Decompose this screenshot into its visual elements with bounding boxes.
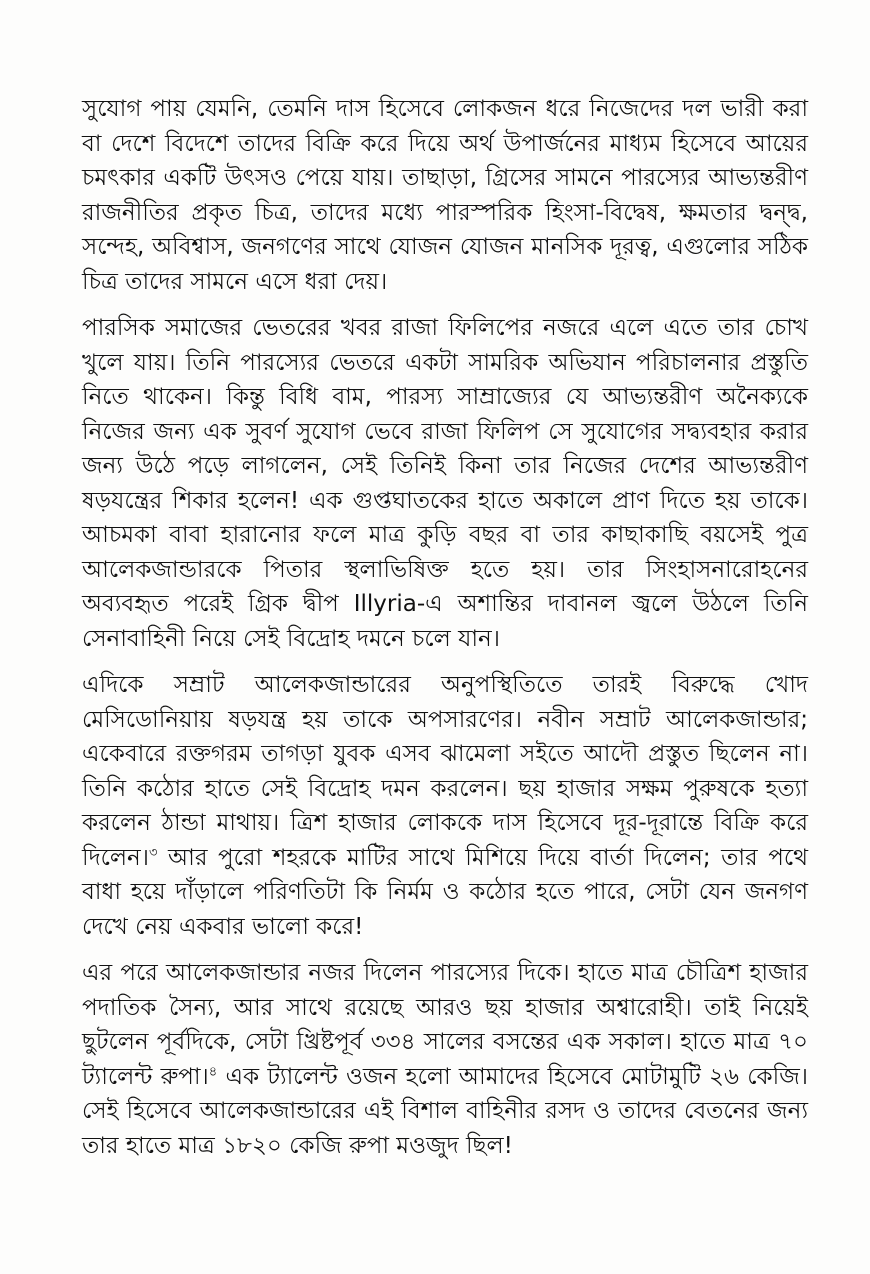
footnote-ref-3: ৩ xyxy=(149,844,158,860)
page-body-text xyxy=(82,92,808,1175)
paragraph-3-text-b: আর পুরো শহরকে মাটির সাথে মিশিয়ে দিয়ে বার্তা দিলেন; তার পথে বাধা হয়ে দাঁড়ালে পরিণতিটা কি নির্মম ও কঠোর হতে পারে, সেটা যেন জনগণ দেখে নেয় একবার ভালো করে! xyxy=(82,844,808,940)
paragraph-1 xyxy=(82,92,808,299)
paragraph-2-text: পারসিক সমাজের ভেতরের খবর রাজা ফিলিপের নজরে এলে এতে তার চোখ খুলে যায়। তিনি পারস্যের ভেতরে একটা সামরিক অভিযান পরিচালনার প্রস্তুতি নিতে থাকেন। কিন্তু বিধি বাম, পারস্য সাম্রাজ্যের যে আভ্যন্তরীণ অনৈক্যকে নিজের জন্য এক সুবর্ণ সুযোগ ভেবে রাজা ফিলিপ সে সুযোগের সদ্ব্যবহার করার জন্য উঠে পড়ে লাগলেন, সেই তিনিই কিনা তার নিজের দেশের আভ্যন্তরীণ ষড়যন্ত্রের শিকার হলেন! এক গুপ্তঘাতকের হাতে অকালে প্রাণ দিতে হয় তাকে। আচমকা বাবা হারানোর ফলে মাত্র কুড়ি বছর বা তার কাছাকাছি বয়সেই পুত্র আলেকজান্ডারকে পিতার স্থলাভিষিক্ত হতে হয়। তার সিংহাসনারোহনের অব্যবহৃত পরেই গ্রিক দ্বীপ Illyria-এ অশান্তির দাবানল জ্বলে উঠলে তিনি সেনাবাহিনী নিয়ে সেই বিদ্রোহ দমনে চলে যান। xyxy=(82,315,808,652)
paragraph-4-text-b: এক ট্যালেন্ট ওজন হলো আমাদের হিসেবে মোটামুটি ২৬ কেজি। সেই হিসেবে আলেকজান্ডারের এই বিশাল বাহিনীর রসদ ও তাদের বেতনের জন্য তার হাতে মাত্র ১৮২০ কেজি রুপা মওজুদ ছিল! xyxy=(82,1063,808,1159)
paragraph-1-text: সুযোগ পায় যেমনি, তেমনি দাস হিসেবে লোকজন ধরে নিজেদের দল ভারী করা বা দেশে বিদেশে তাদের বিক্রি করে দিয়ে অর্থ উপার্জনের মাধ্যম হিসেবে আয়ের চমৎকার একটি উৎসও পেয়ে যায়। তাছাড়া, গ্রিসের সামনে পারস্যের আভ্যন্তরীণ রাজনীতির প্রকৃত চিত্র, তাদের মধ্যে পারস্পরিক হিংসা-বিদ্বেষ, ক্ষমতার দ্বন্দ্ব, সন্দেহ, অবিশ্বাস, জনগণের সাথে যোজন যোজন মানসিক দূরত্ব, এগুলোর সঠিক চিত্র তাদের সামনে এসে ধরা দেয়। xyxy=(82,96,808,295)
paragraph-2 xyxy=(82,311,808,656)
paragraph-4-text-a: এর পরে আলেকজান্ডার নজর দিলেন পারস্যের দিকে। হাতে মাত্র চৌত্রিশ হাজার পদাতিক সৈন্য, আর সাথে রয়েছে আরও ছয় হাজার অশ্বারোহী। তাই নিয়েই ছুটলেন পূর্বদিকে, সেটা খ্রিষ্টপূর্ব ৩৩৪ সালের বসন্তের এক সকাল। হাতে মাত্র ৭০ ট্যালেন্ট রুপা। xyxy=(82,960,808,1090)
paragraph-3-text-a: এদিকে সম্রাট আলেকজান্ডারের অনুপস্থিতিতে তারই বিরুদ্ধে খোদ মেসিডোনিয়ায় ষড়যন্ত্র হয় তাকে অপসারণের। নবীন সম্রাট আলেকজান্ডার; একেবারে রক্তগরম তাগড়া যুবক এসব ঝামেলা সইতে আদৌ প্রস্তুত ছিলেন না। তিনি কঠোর হাতে সেই বিদ্রোহ দমন করলেন। ছয় হাজার সক্ষম পুরুষকে হত্যা করলেন ঠান্ডা মাথায়। ত্রিশ হাজার লোককে দাস হিসেবে দূর-দূরান্তে বিক্রি করে দিলেন। xyxy=(82,672,808,871)
paragraph-3 xyxy=(82,668,808,944)
footnote-ref-4: ৪ xyxy=(208,1063,218,1079)
paragraph-4 xyxy=(82,956,808,1163)
